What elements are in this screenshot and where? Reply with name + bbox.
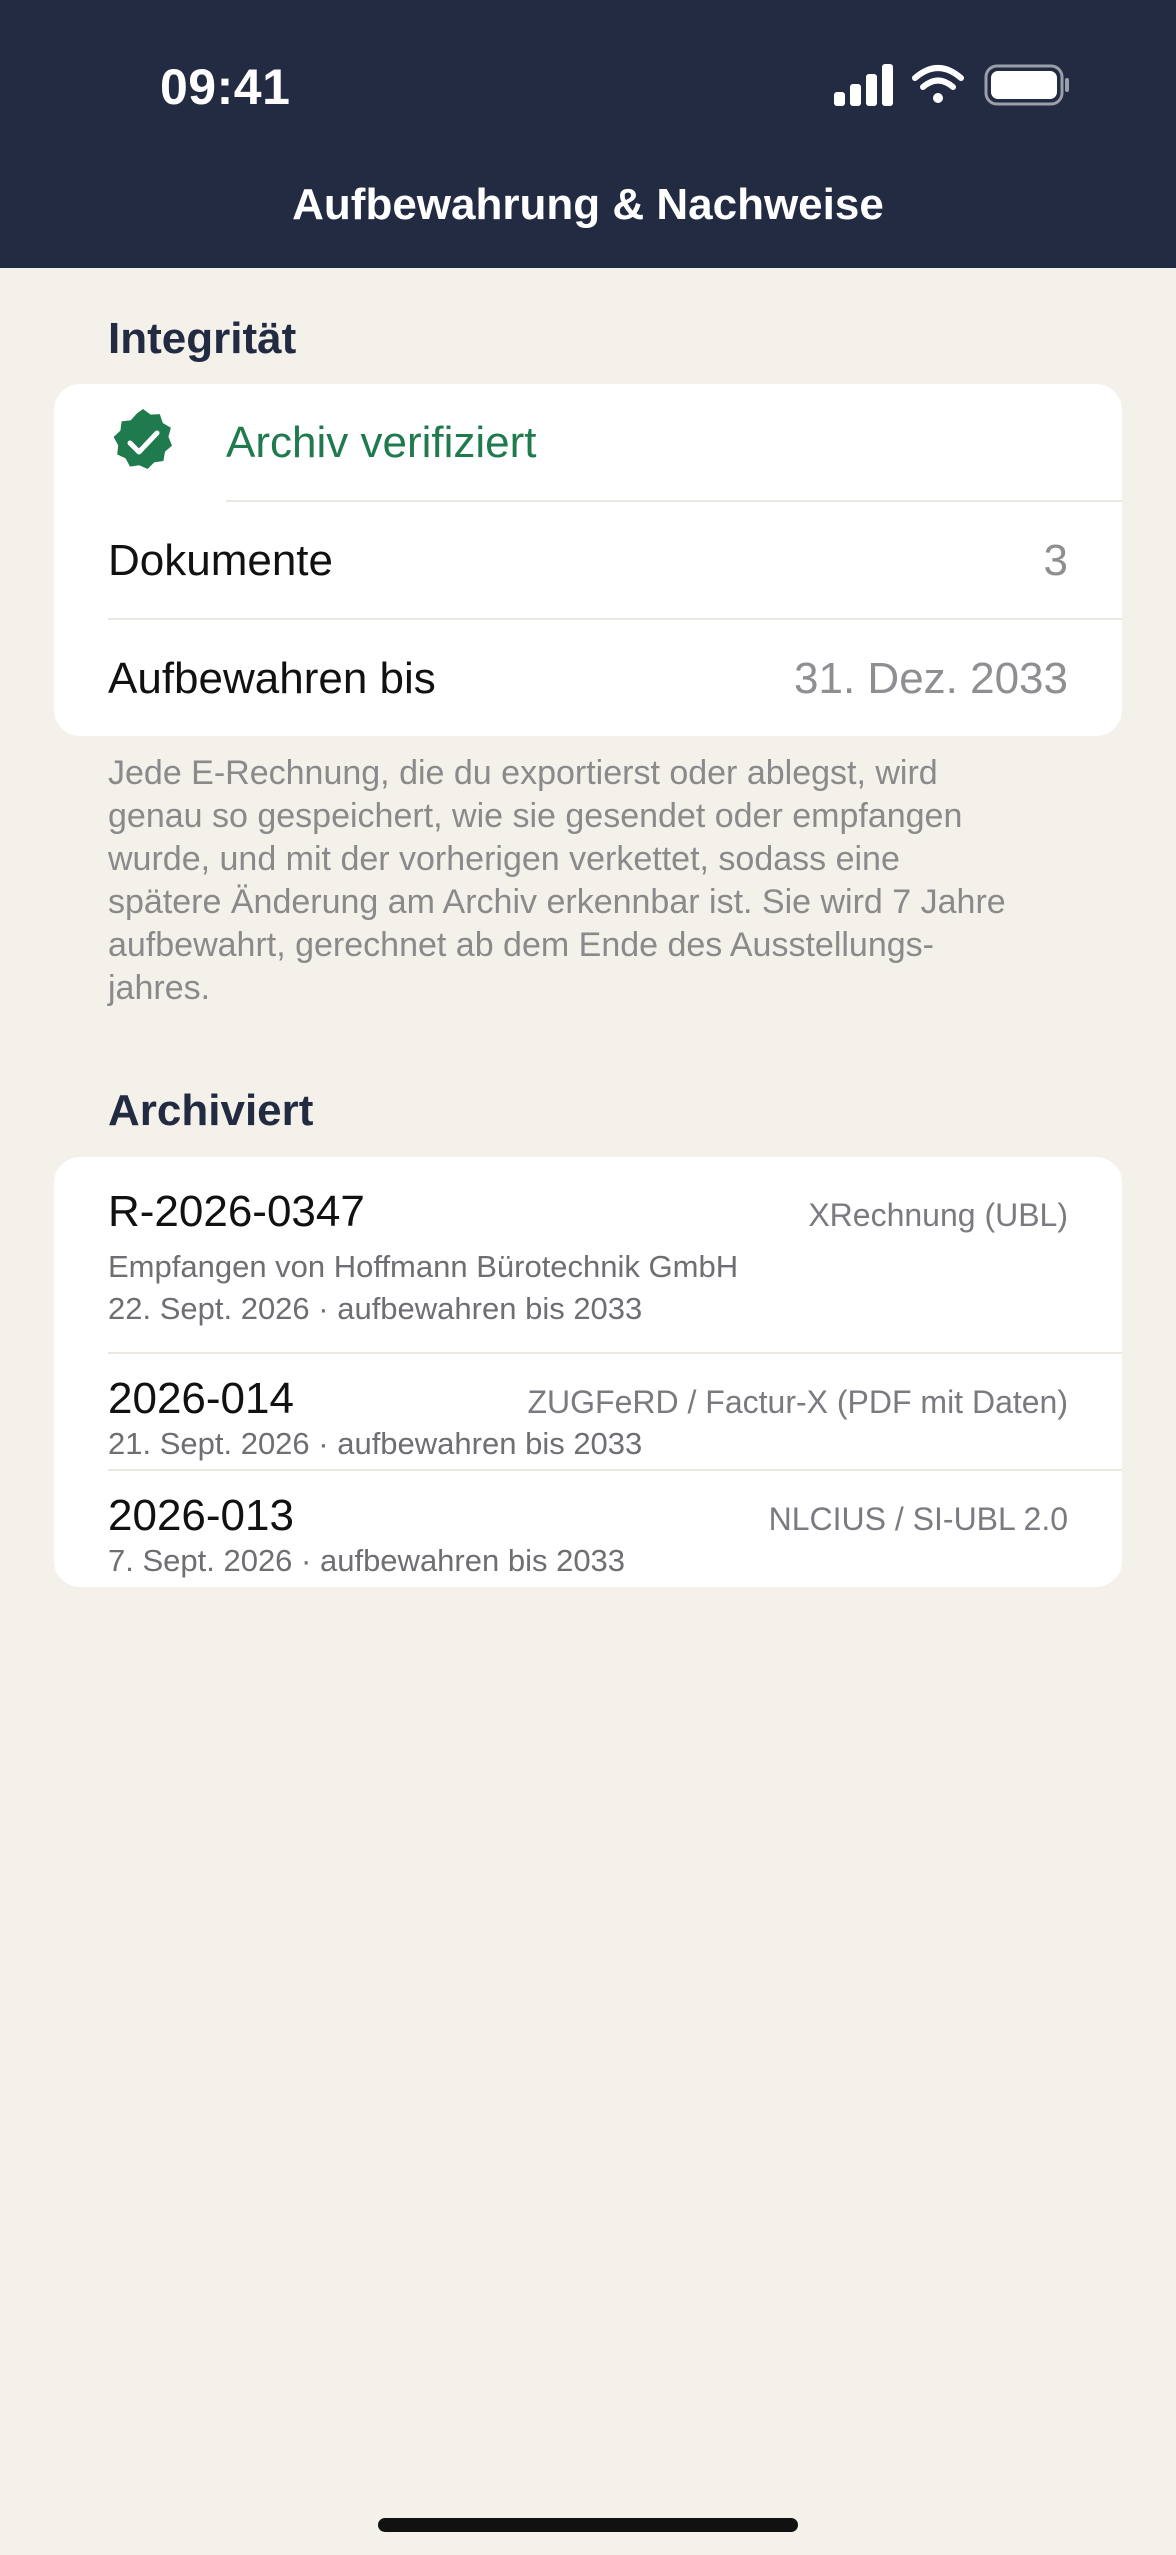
invoice-number: 2026-014 bbox=[108, 1374, 294, 1423]
battery-icon bbox=[986, 66, 1069, 104]
archived-item[interactable] bbox=[54, 1354, 1122, 1470]
retain-until-value: 31. Dez. 2033 bbox=[794, 654, 1068, 703]
invoice-format: ZUGFeRD / Factur-X (PDF mit Daten) bbox=[527, 1384, 1068, 1420]
footnote-line: Jede E-Rechnung, die du exportierst oder ablegst, wird bbox=[108, 754, 938, 792]
documents-row bbox=[54, 502, 1122, 619]
status-time: 09:41 bbox=[160, 59, 291, 115]
documents-label: Dokumente bbox=[108, 536, 334, 585]
footnote-line: jahres. bbox=[108, 969, 211, 1007]
archived-section-title: Archiviert bbox=[108, 1086, 314, 1135]
footnote-line: aufbewahrt, gerechnet ab dem Ende des Ausstellungs- bbox=[108, 926, 934, 964]
app-header bbox=[0, 0, 1176, 268]
invoice-meta: 22. Sept. 2026 · aufbewahren bis 2033 bbox=[108, 1291, 643, 1326]
integrity-card bbox=[54, 384, 1122, 736]
integrity-section-title: Integrität bbox=[108, 314, 297, 363]
footnote-line: wurde, und mit der vorherigen verkettet, sodass eine bbox=[108, 840, 900, 878]
retain-until-row bbox=[54, 620, 1122, 736]
invoice-number: R-2026-0347 bbox=[108, 1187, 365, 1236]
signal-icon bbox=[834, 64, 893, 106]
documents-count: 3 bbox=[1043, 536, 1068, 585]
archived-item[interactable] bbox=[54, 1471, 1122, 1587]
footnote-line: spätere Änderung am Archiv erkennbar ist. Sie wird 7 Jahre bbox=[108, 883, 1006, 921]
archived-list bbox=[54, 1157, 1122, 1587]
footnote-line: genau so gespeichert, wie sie gesendet oder empfangen bbox=[108, 797, 963, 835]
wifi-icon bbox=[915, 68, 961, 103]
home-indicator bbox=[378, 2518, 798, 2532]
integrity-footnote bbox=[108, 752, 1088, 1010]
invoice-meta: 7. Sept. 2026 · aufbewahren bis 2033 bbox=[108, 1543, 626, 1578]
archive-status-row bbox=[54, 384, 1122, 501]
invoice-counterparty: Empfangen von Hoffmann Bürotechnik GmbH bbox=[108, 1249, 739, 1284]
status-icons-svg bbox=[830, 62, 1070, 110]
archive-verified-label: Archiv verifiziert bbox=[226, 418, 537, 467]
status-icons bbox=[830, 62, 1070, 110]
verified-badge-icon bbox=[108, 407, 178, 477]
invoice-format: NLCIUS / SI-UBL 2.0 bbox=[768, 1501, 1068, 1537]
invoice-format: XRechnung (UBL) bbox=[808, 1197, 1068, 1233]
archived-item[interactable] bbox=[54, 1157, 1122, 1353]
retain-until-label: Aufbewahren bis bbox=[108, 654, 436, 703]
page-title: Aufbewahrung & Nachweise bbox=[292, 180, 884, 229]
invoice-number: 2026-013 bbox=[108, 1491, 294, 1540]
invoice-meta: 21. Sept. 2026 · aufbewahren bis 2033 bbox=[108, 1426, 643, 1461]
